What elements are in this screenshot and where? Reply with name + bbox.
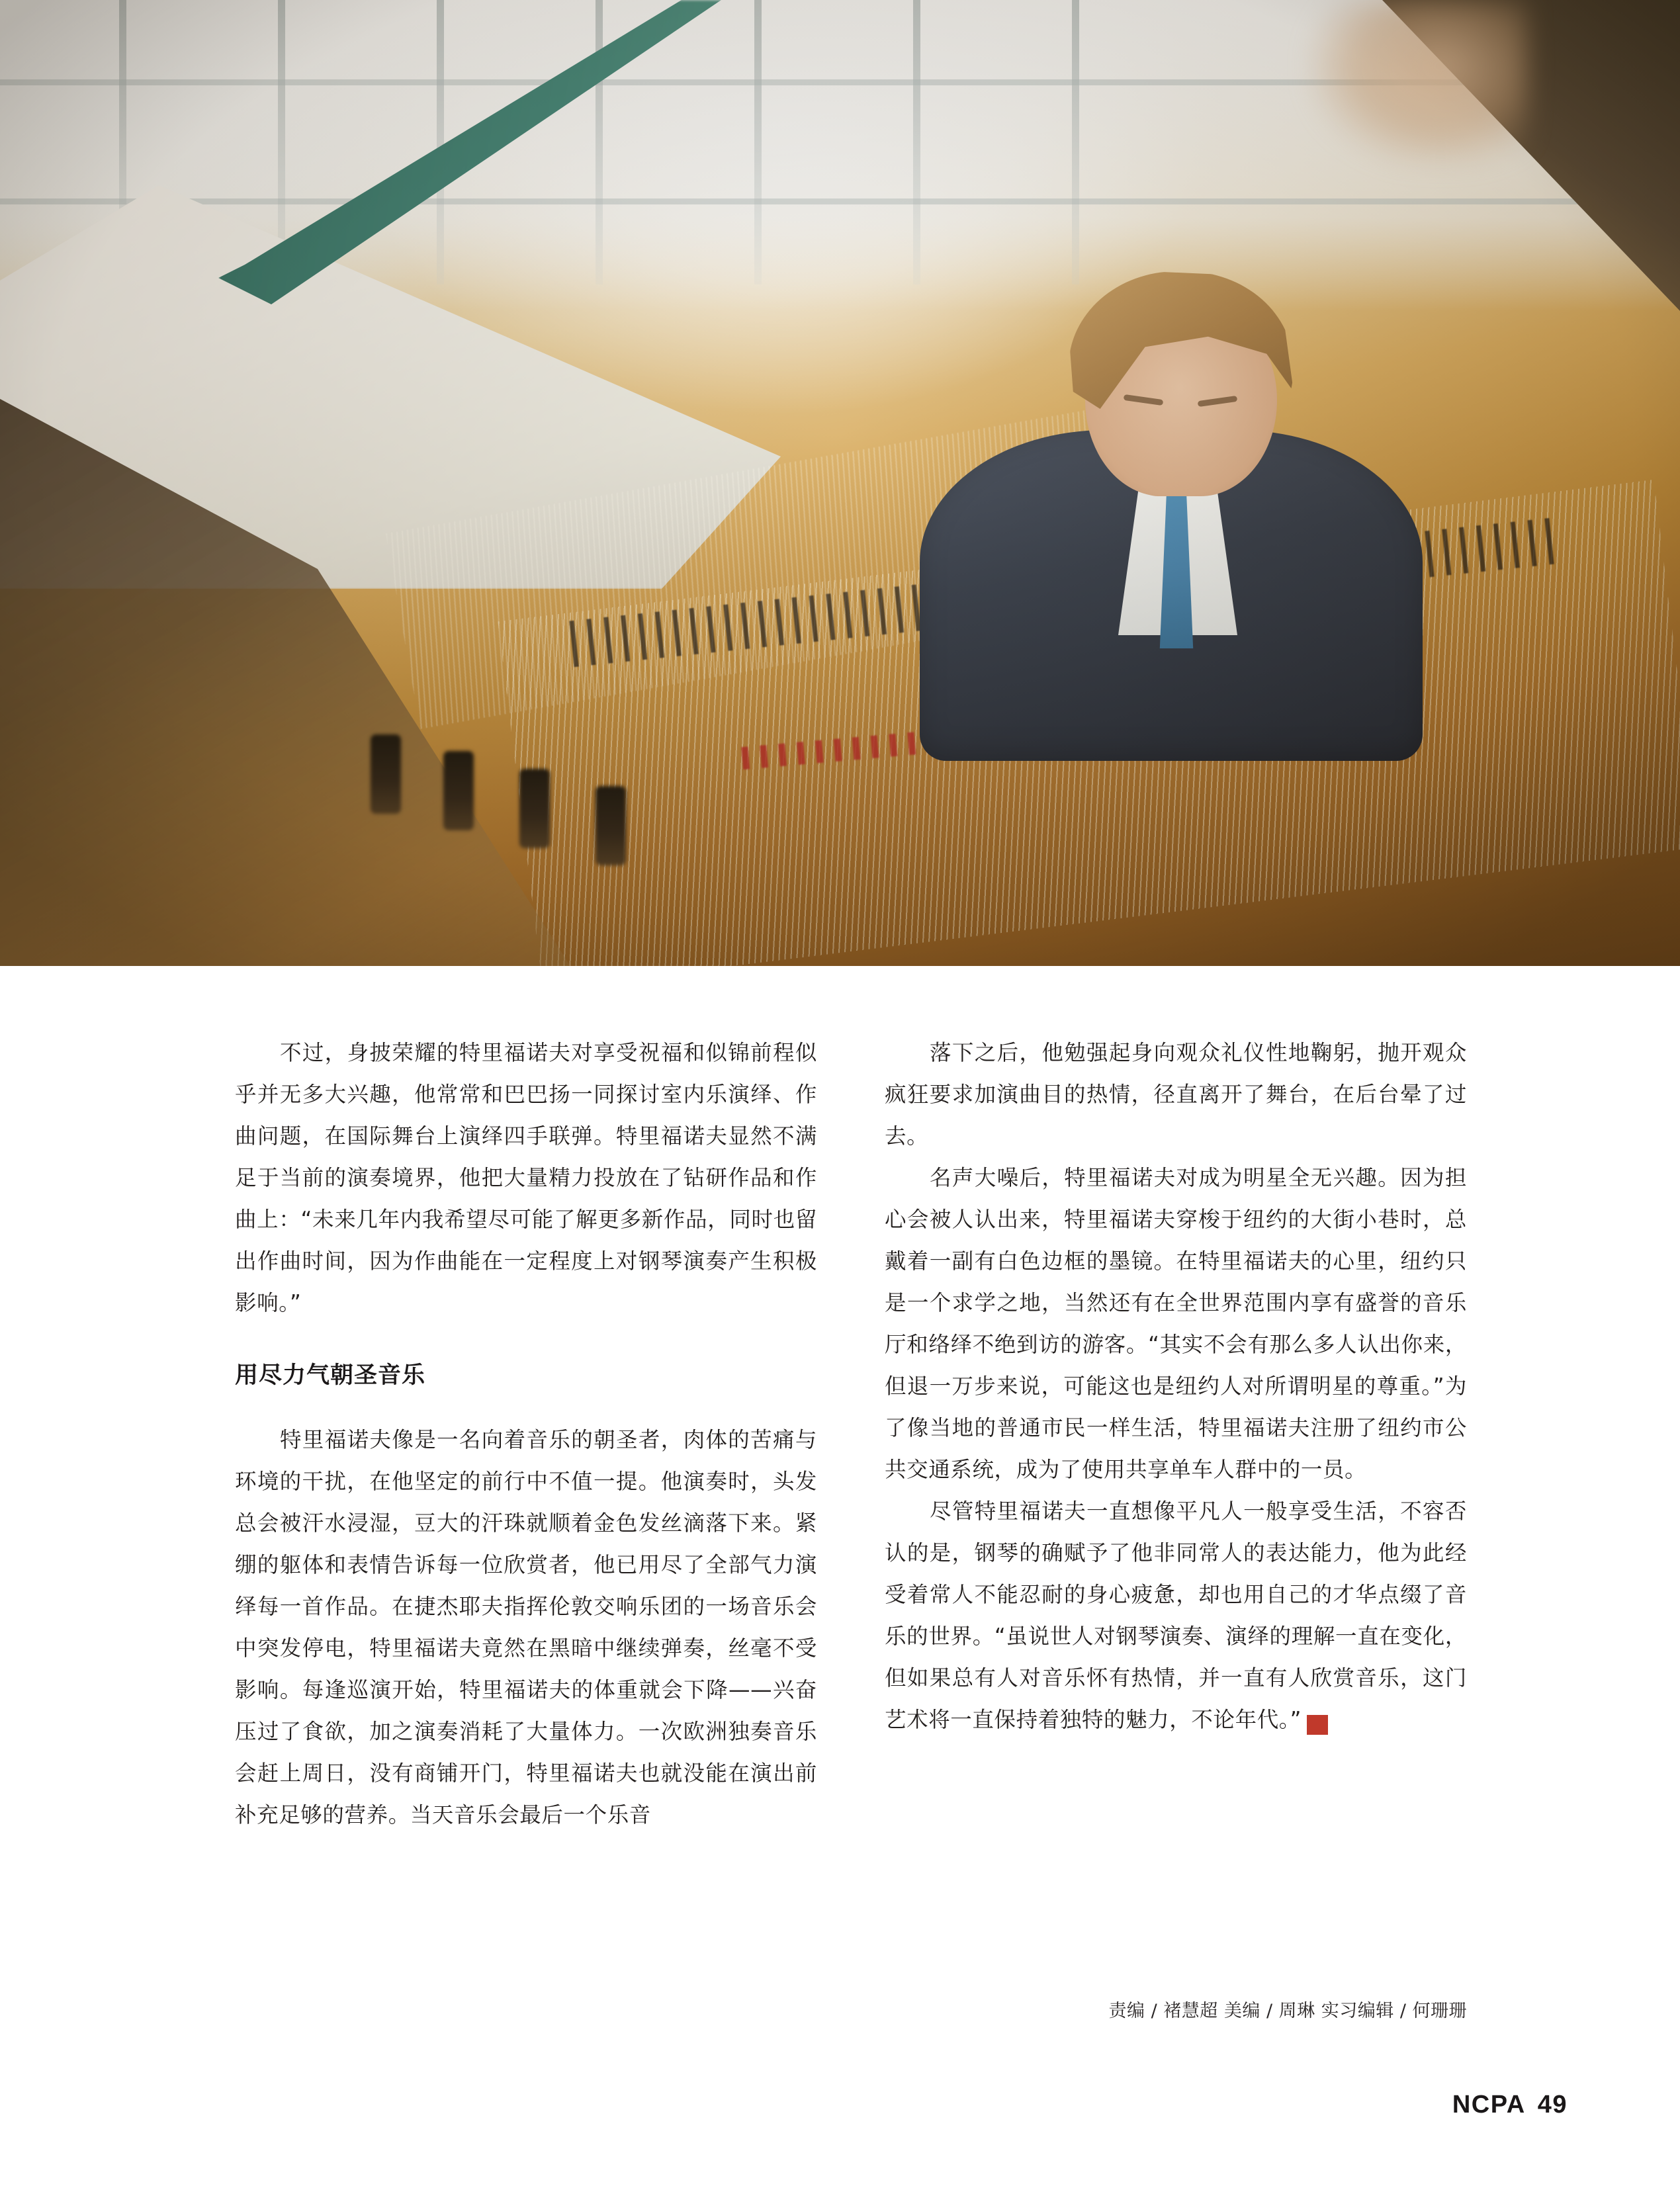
endmark-line-2: PA (1352, 1722, 1362, 1731)
editorial-credits: 责编 / 褚慧超 美编 / 周琳 实习编辑 / 何珊珊 (1108, 2001, 1467, 2021)
article-body (0, 1032, 1680, 2011)
folio-publication: NCPA (1452, 2091, 1526, 2119)
right-paragraph-3-text: 尽管特里福诺夫一直想像平凡人一般享受生活，不容否认的是，钢琴的确赋予了他非同常人的表达能力，他为此经受着常人不能忍耐的身心疲惫，却也用自己的才华点缀了音乐的世界。“虽说世人对钢琴演奏、演绎的理解一直在变化，但如果总有人对音乐怀有热情，并一直有人欣赏音乐，这门艺术将一直保持着独特的魅力，不论年代。” (885, 1499, 1467, 1732)
piano-tuning-pins (371, 721, 715, 873)
pianist-figure (920, 265, 1423, 754)
folio-page-number: 49 (1537, 2091, 1568, 2119)
left-paragraph-1: 不过，身披荣耀的特里福诺夫对享受祝福和似锦前程似乎并无多大兴趣，他常常和巴巴扬一同探讨室内乐演绎、作曲问题，在国际舞台上演绎四手联弹。特里福诺夫显然不满足于当前的演奏境界，他把大量精力投放在了钻研作品和作曲上：“未来几年内我希望尽可能了解更多新作品，同时也留出作曲时间，因为作曲能在一定程度上对钢琴演奏产生积极影响。” (235, 1040, 817, 1315)
right-column (885, 1032, 1467, 1741)
left-column (235, 1032, 817, 1836)
page-folio (1452, 2091, 1568, 2119)
section-subheading: 用尽力气朝圣音乐 (235, 1362, 426, 1389)
end-of-article-mark (1307, 1715, 1364, 1735)
right-paragraph-1: 落下之后，他勉强起身向观众礼仪性地鞠躬，抛开观众疯狂要求加演曲目的热情，径直离开了舞台，在后台晕了过去。 (885, 1040, 1467, 1149)
right-paragraph-2: 名声大噪后，特里福诺夫对成为明星全无兴趣。因为担心会被人认出来，特里福诺夫穿梭于纽约的大街小巷时，总戴着一副有白色边框的墨镜。在特里福诺夫的心里，纽约只是一个求学之地，当然还有在全世界范围内享有盛誉的音乐厅和络绎不绝到访的游客。“其实不会有那么多人认出你来，但退一万步来说，可能这也是纽约人对所谓明星的尊重。”为了像当地的普通市民一样生活，特里福诺夫注册了纽约市公共交通系统，成为了使用共享单车人群中的一员。 (885, 1165, 1467, 1482)
left-paragraph-2: 特里福诺夫像是一名向着音乐的朝圣者，肉体的苦痛与环境的干扰，在他坚定的前行中不值一提。他演奏时，头发总会被汗水浸湿，豆大的汗珠就顺着金色发丝滴落下来。紧绷的躯体和表情告诉每一位欣赏者，他已用尽了全部气力演绎每一首作品。在捷杰耶夫指挥伦敦交响乐团的一场音乐会中突发停电，特里福诺夫竟然在黑暗中继续弹奏，丝毫不受影响。每逢巡演开始，特里福诺夫的体重就会下降——兴奋压过了食欲，加之演奏消耗了大量体力。一次欧洲独奏音乐会赶上周日，没有商铺开门，特里福诺夫也就没能在演出前补充足够的营养。当天音乐会最后一个乐音 (235, 1427, 817, 1827)
article-photo (0, 0, 1680, 966)
right-paragraph-3 (885, 1491, 1467, 1741)
endmark-line-1: NC (1352, 1715, 1364, 1724)
pianist-hand-blur (1309, 0, 1528, 165)
